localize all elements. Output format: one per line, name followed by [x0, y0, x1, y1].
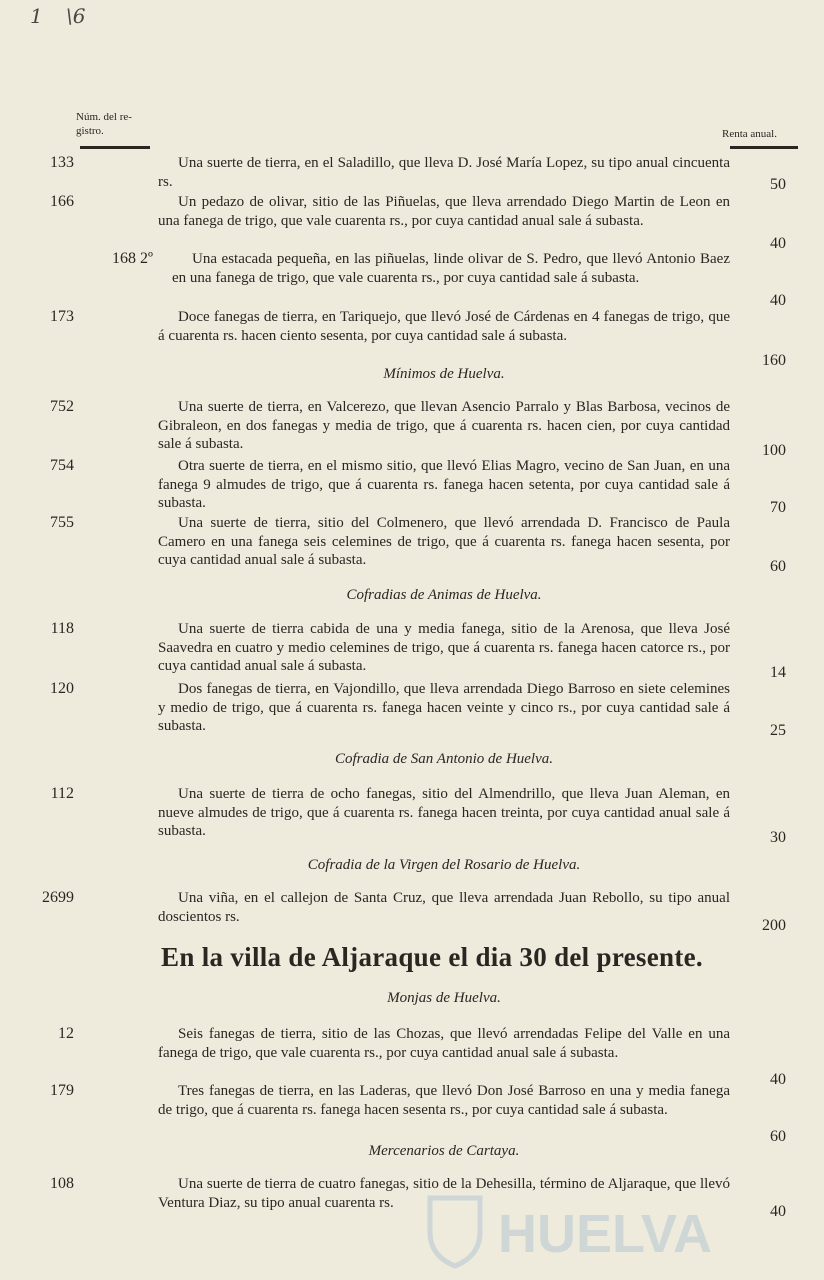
entry-number: 179: [50, 1082, 74, 1099]
header-rule-left: [80, 146, 150, 149]
section-heading: Cofradia de San Antonio de Huelva.: [334, 751, 554, 767]
town-heading: En la villa de Aljaraque el dia 30 del presente.: [161, 942, 703, 972]
entry-rent: 160: [762, 352, 786, 369]
handwritten-mark: \6: [66, 4, 86, 28]
section-heading: Mínimos de Huelva.: [383, 366, 505, 382]
entry-rent: 30: [770, 829, 786, 846]
entry-text: Una suerte de tierra de cuatro fanegas, sitio de la Dehesilla, término de Aljaraque, que llevó Ventura Diaz, su tipo anual cuarenta rs.: [158, 1176, 730, 1211]
entry-number: 755: [50, 514, 74, 531]
section-heading: Cofradias de Animas de Huelva.: [346, 587, 542, 603]
watermark-text: HUELVA: [498, 1204, 712, 1264]
entry-rent: 50: [770, 176, 786, 193]
library-watermark: [420, 1190, 750, 1270]
entry-rent: 200: [762, 917, 786, 934]
entry-text: Dos fanegas de tierra, en Vajondillo, que lleva arrendada Diego Barroso en siete celemines y medio de trigo, que á cuarenta rs. fanega hacen veinte y cinco rs., por cuya cantidad sale á subasta.: [158, 681, 730, 734]
entry-text: Un pedazo de olivar, sitio de las Piñuelas, que lleva arrendado Diego Martin de Leon en una fanega de trigo, que vale cuarenta rs., por cuya cantidad anual sale á subasta.: [158, 194, 730, 229]
entry-number: 12: [58, 1025, 74, 1042]
entry-number: 754: [50, 457, 74, 474]
entry-number: 2699: [42, 889, 74, 906]
entry-rent: 100: [762, 442, 786, 459]
entry-rent: 60: [770, 1128, 786, 1145]
section-heading: Monjas de Huelva.: [387, 990, 501, 1006]
entry-text: Una suerte de tierra de ocho fanegas, sitio del Almendrillo, que lleva Juan Aleman, en nueve almudes de trigo, que á cuarenta rs. fanega hacen treinta, por cuya cantidad anual sale á subasta.: [158, 786, 730, 839]
entry-text: Seis fanegas de tierra, sitio de las Chozas, que llevó arrendadas Felipe del Valle en una fanega de trigo, que vale cuarenta rs., por cuya cantidad anual sale á subasta.: [158, 1026, 730, 1061]
entry-number: 173: [50, 308, 74, 325]
section-heading: Mercenarios de Cartaya.: [368, 1143, 520, 1159]
entry-text: Otra suerte de tierra, en el mismo sitio, que llevó Elias Magro, vecino de San Juan, en una fanega 9 almudes de trigo, que á cuarenta rs. fanega hacen setenta, por cuya cantidad sale á subasta.: [158, 458, 730, 511]
shield-icon: [420, 1190, 750, 1270]
column-header-rent: Renta anual.: [722, 128, 777, 140]
handwritten-mark: 1: [30, 4, 43, 28]
entry-number: 120: [50, 680, 74, 697]
entry-rent: 70: [770, 499, 786, 516]
entry-rent: 40: [770, 1203, 786, 1220]
entry-rent: 40: [770, 292, 786, 309]
entry-text: Una suerte de tierra, en Valcerezo, que llevan Asencio Parralo y Blas Barbosa, vecinos de Gibraleon, en dos fanegas y media de trigo, que á cuarenta rs. hacen cien, por cuya cantidad sale á subasta.: [158, 399, 730, 452]
header-rule-right: [730, 146, 798, 149]
entry-text: Una suerte de tierra, en el Saladillo, que lleva D. José María Lopez, su tipo anual cincuenta rs.: [158, 155, 730, 190]
entry-number: 108: [50, 1175, 74, 1192]
entry-number: 168 2º: [112, 250, 153, 267]
entry-number: 118: [50, 620, 74, 637]
entry-rent: 14: [770, 664, 786, 681]
entry-rent: 25: [770, 722, 786, 739]
entry-rent: 40: [770, 235, 786, 252]
entry-number: 112: [50, 785, 74, 802]
entry-text: Tres fanegas de tierra, en las Laderas, que llevó Don José Barroso en una y media fanega de trigo, que á cuarenta rs. fanega hacen sesenta rs., por cuya cantidad sale á subasta.: [158, 1083, 730, 1118]
entry-text: Una viña, en el callejon de Santa Cruz, que lleva arrendada Juan Rebollo, su tipo anual doscientos rs.: [158, 890, 730, 925]
column-header-number: Núm. del re-gistro.: [76, 111, 132, 137]
section-heading: Cofradia de la Virgen del Rosario de Huelva.: [307, 857, 581, 873]
entry-text: Una suerte de tierra cabida de una y media fanega, sitio de la Arenosa, que lleva José Saavedra en cuatro y medio celemines de trigo, que á cuarenta rs. fanega hacen catorce rs., por cuya cantidad anual sale á subasta.: [158, 621, 730, 674]
entry-number: 133: [50, 154, 74, 171]
entry-rent: 40: [770, 1071, 786, 1088]
entry-text: Una suerte de tierra, sitio del Colmenero, que llevó arrendada D. Francisco de Paula Camero en una fanega seis celemines de trigo, que á cuarenta rs. fanega hacen sesenta, por cuya cantidad anual sale á subasta.: [158, 515, 730, 568]
entry-number: 166: [50, 193, 74, 210]
entry-number: 752: [50, 398, 74, 415]
entry-text: Una estacada pequeña, en las piñuelas, linde olivar de S. Pedro, que llevó Antonio Baez en una fanega de trigo, que vale cuarenta rs., por cuya cantidad sale á subasta.: [172, 251, 730, 286]
entry-rent: 60: [770, 558, 786, 575]
entry-text: Doce fanegas de tierra, en Tariquejo, que llevó José de Cárdenas en 4 fanegas de trigo, que á cuarenta rs. hacen ciento sesenta, por cuya cantidad sale á subasta.: [158, 309, 730, 344]
